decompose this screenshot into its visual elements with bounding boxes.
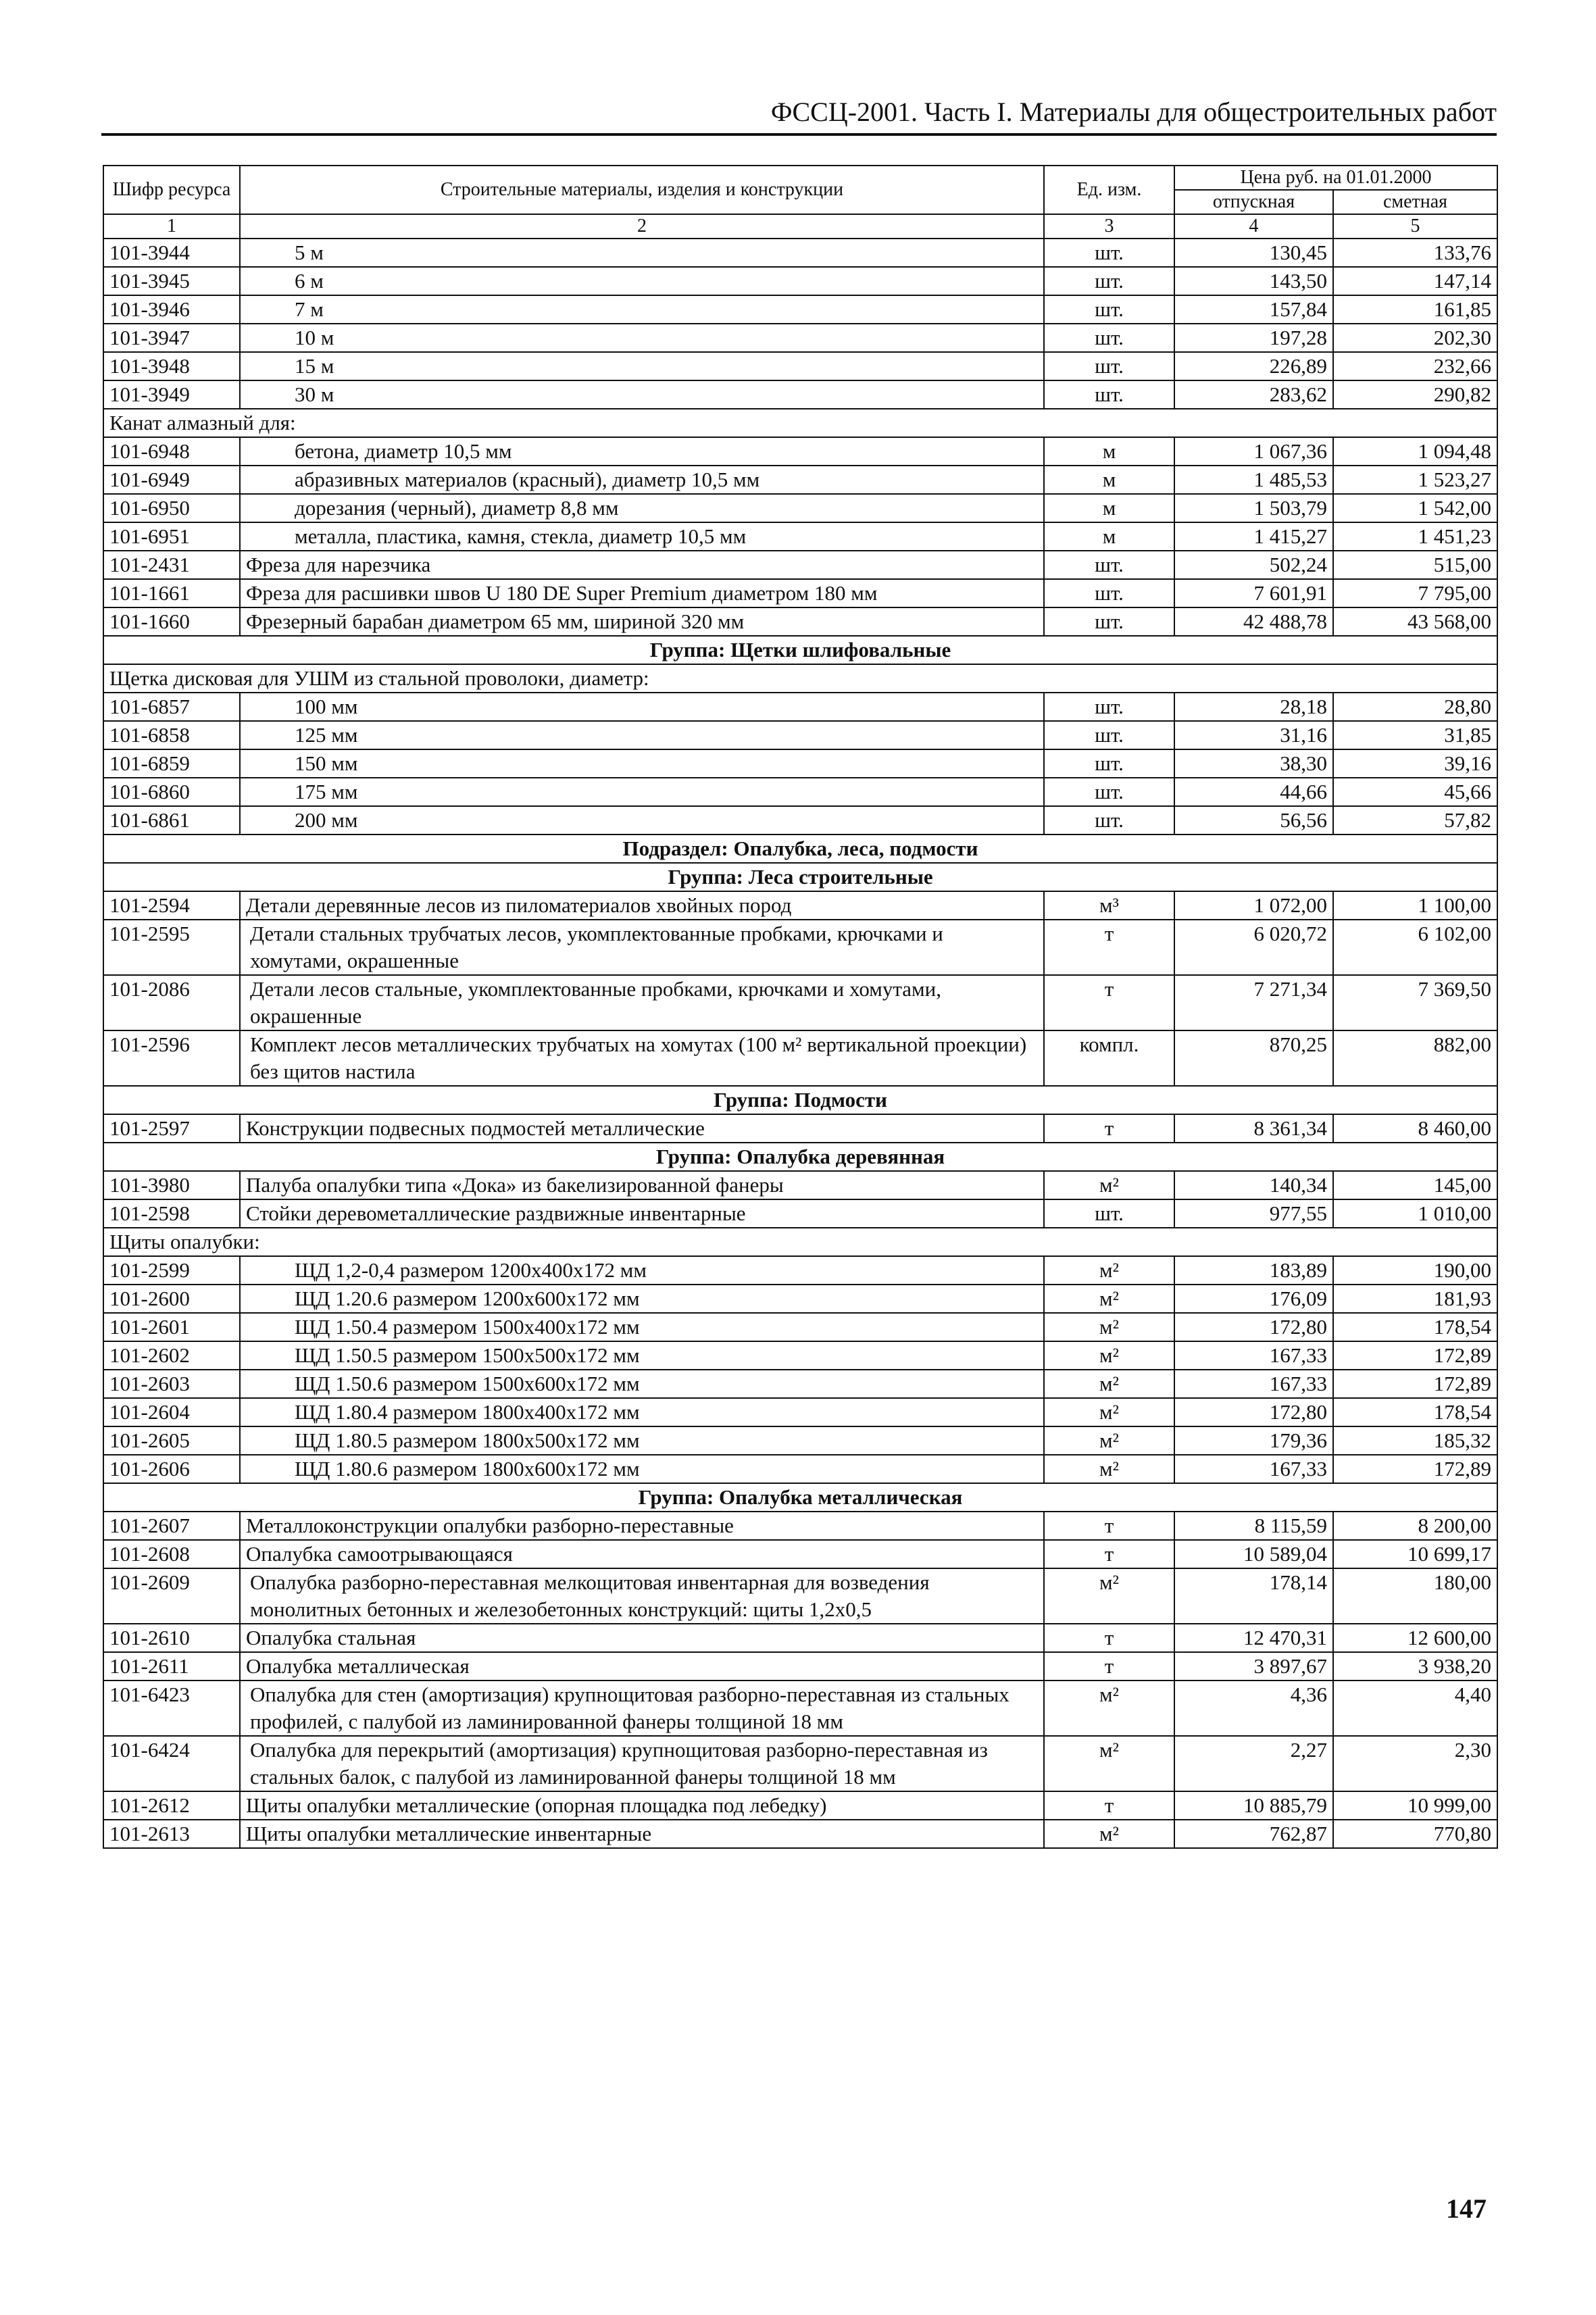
row-unit: м²	[1044, 1370, 1174, 1398]
row-release-price: 130,45	[1174, 239, 1333, 267]
row-estimate-price: 8 200,00	[1333, 1512, 1497, 1540]
row-estimate-price: 2,30	[1333, 1736, 1497, 1791]
header-estimate: сметная	[1333, 190, 1497, 214]
row-unit: т	[1044, 1624, 1174, 1652]
row-release-price: 762,87	[1174, 1820, 1333, 1848]
row-name: Стойки деревометаллические раздвижные инвентарные	[240, 1199, 1044, 1228]
row-release-price: 977,55	[1174, 1199, 1333, 1228]
row-unit: шт.	[1044, 324, 1174, 352]
row-estimate-price: 190,00	[1333, 1256, 1497, 1285]
row-estimate-price: 145,00	[1333, 1171, 1497, 1199]
row-code: 101-2602	[103, 1341, 240, 1370]
row-name: 150 мм	[240, 749, 1044, 778]
row-code: 101-2600	[103, 1285, 240, 1313]
row-name: 7 м	[240, 295, 1044, 324]
row-estimate-price: 1 451,23	[1333, 522, 1497, 551]
row-release-price: 6 020,72	[1174, 920, 1333, 975]
table-row	[103, 1370, 1497, 1398]
row-code: 101-3944	[103, 239, 240, 267]
row-code: 101-2595	[103, 920, 240, 975]
sub-title: Канат алмазный для:	[103, 409, 1497, 437]
row-release-price: 44,66	[1174, 778, 1333, 806]
row-release-price: 38,30	[1174, 749, 1333, 778]
row-name: Фреза для расшивки швов U 180 DE Super Premium диаметром 180 мм	[240, 579, 1044, 607]
row-code: 101-2611	[103, 1652, 240, 1681]
row-unit: м²	[1044, 1455, 1174, 1483]
row-code: 101-2603	[103, 1370, 240, 1398]
table-row	[103, 1030, 1497, 1086]
row-release-price: 870,25	[1174, 1030, 1333, 1086]
section-row	[103, 835, 1497, 863]
header-price: Цена руб. на 01.01.2000	[1174, 166, 1497, 190]
group-title: Группа: Опалубка деревянная	[103, 1143, 1497, 1171]
row-code: 101-3946	[103, 295, 240, 324]
table-row	[103, 607, 1497, 636]
row-release-price: 7 271,34	[1174, 975, 1333, 1030]
row-name: Опалубка для перекрытий (амортизация) крупнощитовая разборно-переставная из стальных балок, с палубой из ламинированной фанеры толщиной 18 мм	[240, 1736, 1044, 1791]
row-estimate-price: 882,00	[1333, 1030, 1497, 1086]
sub-title: Щиты опалубки:	[103, 1228, 1497, 1256]
row-estimate-price: 1 094,48	[1333, 437, 1497, 466]
row-estimate-price: 172,89	[1333, 1370, 1497, 1398]
row-unit: т	[1044, 1540, 1174, 1568]
row-code: 101-6950	[103, 494, 240, 522]
table-row	[103, 380, 1497, 409]
table-row	[103, 1791, 1497, 1820]
row-unit: шт.	[1044, 352, 1174, 380]
table-row	[103, 579, 1497, 607]
row-code: 101-3947	[103, 324, 240, 352]
row-code: 101-3980	[103, 1171, 240, 1199]
table-row	[103, 1341, 1497, 1370]
group-title: Группа: Щетки шлифовальные	[103, 636, 1497, 664]
row-name: 10 м	[240, 324, 1044, 352]
row-unit: шт.	[1044, 295, 1174, 324]
row-name: Комплект лесов металлических трубчатых на хомутах (100 м² вертикальной проекции) без щитов настила	[240, 1030, 1044, 1086]
row-name: ЩД 1.50.5 размером 1500х500х172 мм	[240, 1341, 1044, 1370]
row-release-price: 178,14	[1174, 1568, 1333, 1624]
table-row	[103, 295, 1497, 324]
row-code: 101-2605	[103, 1426, 240, 1455]
row-name: Детали деревянные лесов из пиломатериалов хвойных пород	[240, 891, 1044, 920]
row-code: 101-6949	[103, 466, 240, 494]
table-row	[103, 1285, 1497, 1313]
column-index: 4	[1174, 214, 1333, 239]
row-name: металла, пластика, камня, стекла, диаметр 10,5 мм	[240, 522, 1044, 551]
row-unit: шт.	[1044, 1199, 1174, 1228]
price-table	[103, 165, 1498, 1849]
row-unit: шт.	[1044, 267, 1174, 295]
row-release-price: 1 072,00	[1174, 891, 1333, 920]
table-row	[103, 1256, 1497, 1285]
table-row	[103, 1568, 1497, 1624]
row-unit: м²	[1044, 1285, 1174, 1313]
row-code: 101-6861	[103, 806, 240, 835]
group-title: Группа: Опалубка металлическая	[103, 1483, 1497, 1512]
row-release-price: 28,18	[1174, 693, 1333, 721]
table-row	[103, 1624, 1497, 1652]
row-estimate-price: 31,85	[1333, 721, 1497, 749]
group-title: Группа: Леса строительные	[103, 863, 1497, 891]
row-code: 101-3949	[103, 380, 240, 409]
row-code: 101-2604	[103, 1398, 240, 1426]
row-estimate-price: 6 102,00	[1333, 920, 1497, 975]
row-estimate-price: 45,66	[1333, 778, 1497, 806]
table-row	[103, 920, 1497, 975]
group-row	[103, 636, 1497, 664]
column-index: 3	[1044, 214, 1174, 239]
row-name: Опалубка металлическая	[240, 1652, 1044, 1681]
row-release-price: 143,50	[1174, 267, 1333, 295]
page-header-title: ФССЦ-2001. Часть I. Материалы для общестроительных работ	[770, 97, 1497, 127]
table-row	[103, 239, 1497, 267]
row-unit: м	[1044, 522, 1174, 551]
table-row	[103, 352, 1497, 380]
row-code: 101-2606	[103, 1455, 240, 1483]
row-code: 101-2612	[103, 1791, 240, 1820]
table-row	[103, 806, 1497, 835]
row-estimate-price: 1 542,00	[1333, 494, 1497, 522]
row-name: Опалубка разборно-переставная мелкощитовая инвентарная для возведения монолитных бетонных и железобетонных конструкций: щиты 1,2х0,5	[240, 1568, 1044, 1624]
row-unit: шт.	[1044, 806, 1174, 835]
table-row	[103, 778, 1497, 806]
header-release: отпускная	[1174, 190, 1333, 214]
row-estimate-price: 28,80	[1333, 693, 1497, 721]
row-code: 101-6423	[103, 1681, 240, 1736]
row-estimate-price: 57,82	[1333, 806, 1497, 835]
row-release-price: 10 589,04	[1174, 1540, 1333, 1568]
row-name: 30 м	[240, 380, 1044, 409]
row-release-price: 226,89	[1174, 352, 1333, 380]
row-release-price: 4,36	[1174, 1681, 1333, 1736]
row-unit: м²	[1044, 1313, 1174, 1341]
row-estimate-price: 202,30	[1333, 324, 1497, 352]
row-release-price: 183,89	[1174, 1256, 1333, 1285]
row-unit: шт.	[1044, 579, 1174, 607]
table-row	[103, 437, 1497, 466]
row-name: ЩД 1.50.6 размером 1500х600х172 мм	[240, 1370, 1044, 1398]
row-release-price: 1 067,36	[1174, 437, 1333, 466]
header-name: Строительные материалы, изделия и конструкции	[240, 166, 1044, 214]
row-release-price: 7 601,91	[1174, 579, 1333, 607]
column-index: 2	[240, 214, 1044, 239]
table-row	[103, 975, 1497, 1030]
row-release-price: 10 885,79	[1174, 1791, 1333, 1820]
table-row	[103, 1540, 1497, 1568]
table-row	[103, 494, 1497, 522]
row-name: Металлоконструкции опалубки разборно-переставные	[240, 1512, 1044, 1540]
row-code: 101-2598	[103, 1199, 240, 1228]
table-row	[103, 1820, 1497, 1848]
row-unit: т	[1044, 920, 1174, 975]
row-estimate-price: 172,89	[1333, 1341, 1497, 1370]
row-name: 125 мм	[240, 721, 1044, 749]
row-code: 101-3945	[103, 267, 240, 295]
row-unit: м	[1044, 494, 1174, 522]
row-estimate-price: 43 568,00	[1333, 607, 1497, 636]
page-number: 147	[1446, 2193, 1487, 2224]
row-release-price: 42 488,78	[1174, 607, 1333, 636]
row-name: Фреза для нарезчика	[240, 551, 1044, 579]
row-code: 101-2594	[103, 891, 240, 920]
row-unit: м²	[1044, 1820, 1174, 1848]
row-release-price: 502,24	[1174, 551, 1333, 579]
row-unit: шт.	[1044, 693, 1174, 721]
row-code: 101-3948	[103, 352, 240, 380]
row-unit: м	[1044, 437, 1174, 466]
column-index-row	[103, 214, 1497, 239]
row-unit: т	[1044, 1652, 1174, 1681]
row-release-price: 8 361,34	[1174, 1114, 1333, 1143]
row-name: абразивных материалов (красный), диаметр 10,5 мм	[240, 466, 1044, 494]
row-estimate-price: 232,66	[1333, 352, 1497, 380]
row-code: 101-2596	[103, 1030, 240, 1086]
table-row	[103, 1171, 1497, 1199]
table-row	[103, 522, 1497, 551]
row-name: Палуба опалубки типа «Дока» из бакелизированной фанеры	[240, 1171, 1044, 1199]
row-estimate-price: 10 999,00	[1333, 1791, 1497, 1820]
row-release-price: 1 485,53	[1174, 466, 1333, 494]
row-estimate-price: 3 938,20	[1333, 1652, 1497, 1681]
row-estimate-price: 12 600,00	[1333, 1624, 1497, 1652]
table-row	[103, 1512, 1497, 1540]
row-estimate-price: 172,89	[1333, 1455, 1497, 1483]
row-release-price: 179,36	[1174, 1426, 1333, 1455]
table-row	[103, 466, 1497, 494]
row-release-price: 1 415,27	[1174, 522, 1333, 551]
row-estimate-price: 147,14	[1333, 267, 1497, 295]
row-name: 100 мм	[240, 693, 1044, 721]
row-name: бетона, диаметр 10,5 мм	[240, 437, 1044, 466]
row-unit: м³	[1044, 891, 1174, 920]
row-unit: шт.	[1044, 607, 1174, 636]
row-release-price: 167,33	[1174, 1455, 1333, 1483]
row-release-price: 167,33	[1174, 1370, 1333, 1398]
row-unit: м²	[1044, 1171, 1174, 1199]
column-index: 1	[103, 214, 240, 239]
table-header-row	[103, 166, 1497, 190]
row-name: дорезания (черный), диаметр 8,8 мм	[240, 494, 1044, 522]
group-title: Группа: Подмости	[103, 1086, 1497, 1114]
row-name: ЩД 1.80.5 размером 1800х500х172 мм	[240, 1426, 1044, 1455]
row-code: 101-2613	[103, 1820, 240, 1848]
row-estimate-price: 178,54	[1333, 1313, 1497, 1341]
section-title: Подраздел: Опалубка, леса, подмости	[103, 835, 1497, 863]
table-row	[103, 1426, 1497, 1455]
row-estimate-price: 1 010,00	[1333, 1199, 1497, 1228]
row-unit: м²	[1044, 1256, 1174, 1285]
row-estimate-price: 161,85	[1333, 295, 1497, 324]
table-row	[103, 749, 1497, 778]
row-code: 101-6857	[103, 693, 240, 721]
row-estimate-price: 178,54	[1333, 1398, 1497, 1426]
row-code: 101-2601	[103, 1313, 240, 1341]
row-code: 101-6424	[103, 1736, 240, 1791]
row-code: 101-6951	[103, 522, 240, 551]
row-estimate-price: 515,00	[1333, 551, 1497, 579]
row-name: ЩД 1.20.6 размером 1200х600х172 мм	[240, 1285, 1044, 1313]
row-estimate-price: 181,93	[1333, 1285, 1497, 1313]
row-unit: м²	[1044, 1426, 1174, 1455]
row-name: 15 м	[240, 352, 1044, 380]
group-row	[103, 863, 1497, 891]
table-row	[103, 1455, 1497, 1483]
row-estimate-price: 10 699,17	[1333, 1540, 1497, 1568]
row-estimate-price: 290,82	[1333, 380, 1497, 409]
row-unit: т	[1044, 1114, 1174, 1143]
table-row	[103, 1313, 1497, 1341]
row-estimate-price: 4,40	[1333, 1681, 1497, 1736]
row-release-price: 1 503,79	[1174, 494, 1333, 522]
row-release-price: 167,33	[1174, 1341, 1333, 1370]
row-unit: шт.	[1044, 239, 1174, 267]
row-release-price: 8 115,59	[1174, 1512, 1333, 1540]
row-name: Щиты опалубки металлические инвентарные	[240, 1820, 1044, 1848]
row-name: Детали стальных трубчатых лесов, укомплектованные пробками, крючками и хомутами, окрашенные	[240, 920, 1044, 975]
row-name: Конструкции подвесных подмостей металлические	[240, 1114, 1044, 1143]
row-unit: шт.	[1044, 778, 1174, 806]
sub-row	[103, 664, 1497, 693]
row-code: 101-6860	[103, 778, 240, 806]
row-estimate-price: 770,80	[1333, 1820, 1497, 1848]
table-row	[103, 1736, 1497, 1791]
row-code: 101-6858	[103, 721, 240, 749]
row-name: Фрезерный барабан диаметром 65 мм, шириной 320 мм	[240, 607, 1044, 636]
table-row	[103, 721, 1497, 749]
row-code: 101-6948	[103, 437, 240, 466]
header-code: Шифр ресурса	[103, 166, 240, 214]
row-code: 101-2599	[103, 1256, 240, 1285]
row-unit: м²	[1044, 1681, 1174, 1736]
row-name: Опалубка для стен (амортизация) крупнощитовая разборно-переставная из стальных профилей, с палубой из ламинированной фанеры толщиной 18 мм	[240, 1681, 1044, 1736]
row-release-price: 2,27	[1174, 1736, 1333, 1791]
table-row	[103, 1398, 1497, 1426]
table-body	[103, 239, 1497, 1848]
row-unit: м²	[1044, 1568, 1174, 1624]
row-name: 5 м	[240, 239, 1044, 267]
row-unit: т	[1044, 975, 1174, 1030]
row-name: Опалубка стальная	[240, 1624, 1044, 1652]
page-header	[101, 91, 1497, 136]
sub-row	[103, 409, 1497, 437]
row-release-price: 56,56	[1174, 806, 1333, 835]
table-row	[103, 267, 1497, 295]
row-estimate-price: 7 795,00	[1333, 579, 1497, 607]
row-release-price: 172,80	[1174, 1398, 1333, 1426]
row-unit: м²	[1044, 1736, 1174, 1791]
row-unit: т	[1044, 1512, 1174, 1540]
table-row	[103, 324, 1497, 352]
sub-row	[103, 1228, 1497, 1256]
row-estimate-price: 1 100,00	[1333, 891, 1497, 920]
row-code: 101-6859	[103, 749, 240, 778]
row-release-price: 283,62	[1174, 380, 1333, 409]
header-unit: Ед. изм.	[1044, 166, 1174, 214]
table-row	[103, 693, 1497, 721]
table-row	[103, 1681, 1497, 1736]
row-estimate-price: 39,16	[1333, 749, 1497, 778]
row-estimate-price: 7 369,50	[1333, 975, 1497, 1030]
row-estimate-price: 185,32	[1333, 1426, 1497, 1455]
table-row	[103, 1199, 1497, 1228]
row-code: 101-2086	[103, 975, 240, 1030]
row-release-price: 31,16	[1174, 721, 1333, 749]
row-unit: м²	[1044, 1341, 1174, 1370]
group-row	[103, 1143, 1497, 1171]
row-estimate-price: 1 523,27	[1333, 466, 1497, 494]
row-unit: шт.	[1044, 749, 1174, 778]
row-code: 101-2609	[103, 1568, 240, 1624]
table-row	[103, 1114, 1497, 1143]
row-name: ЩД 1.50.4 размером 1500х400х172 мм	[240, 1313, 1044, 1341]
row-unit: шт.	[1044, 551, 1174, 579]
row-name: 175 мм	[240, 778, 1044, 806]
row-release-price: 172,80	[1174, 1313, 1333, 1341]
row-code: 101-2610	[103, 1624, 240, 1652]
row-name: Щиты опалубки металлические (опорная площадка под лебедку)	[240, 1791, 1044, 1820]
row-name: ЩД 1,2-0,4 размером 1200х400х172 мм	[240, 1256, 1044, 1285]
row-release-price: 157,84	[1174, 295, 1333, 324]
row-unit: шт.	[1044, 721, 1174, 749]
row-name: 200 мм	[240, 806, 1044, 835]
row-code: 101-2608	[103, 1540, 240, 1568]
sub-title: Щетка дисковая для УШМ из стальной проволоки, диаметр:	[103, 664, 1497, 693]
table-row	[103, 1652, 1497, 1681]
row-name: Опалубка самоотрывающаяся	[240, 1540, 1044, 1568]
row-release-price: 140,34	[1174, 1171, 1333, 1199]
row-estimate-price: 180,00	[1333, 1568, 1497, 1624]
row-code: 101-1660	[103, 607, 240, 636]
row-unit: шт.	[1044, 380, 1174, 409]
row-name: 6 м	[240, 267, 1044, 295]
group-row	[103, 1086, 1497, 1114]
row-release-price: 3 897,67	[1174, 1652, 1333, 1681]
row-code: 101-2431	[103, 551, 240, 579]
row-release-price: 176,09	[1174, 1285, 1333, 1313]
group-row	[103, 1483, 1497, 1512]
row-estimate-price: 8 460,00	[1333, 1114, 1497, 1143]
row-code: 101-1661	[103, 579, 240, 607]
row-code: 101-2607	[103, 1512, 240, 1540]
row-name: Детали лесов стальные, укомплектованные пробками, крючками и хомутами, окрашенные	[240, 975, 1044, 1030]
row-unit: м²	[1044, 1398, 1174, 1426]
row-release-price: 12 470,31	[1174, 1624, 1333, 1652]
row-unit: т	[1044, 1791, 1174, 1820]
row-name: ЩД 1.80.6 размером 1800х600х172 мм	[240, 1455, 1044, 1483]
table-row	[103, 551, 1497, 579]
row-unit: м	[1044, 466, 1174, 494]
table-row	[103, 891, 1497, 920]
row-release-price: 197,28	[1174, 324, 1333, 352]
row-code: 101-2597	[103, 1114, 240, 1143]
row-estimate-price: 133,76	[1333, 239, 1497, 267]
row-name: ЩД 1.80.4 размером 1800х400х172 мм	[240, 1398, 1044, 1426]
column-index: 5	[1333, 214, 1497, 239]
row-unit: компл.	[1044, 1030, 1174, 1086]
